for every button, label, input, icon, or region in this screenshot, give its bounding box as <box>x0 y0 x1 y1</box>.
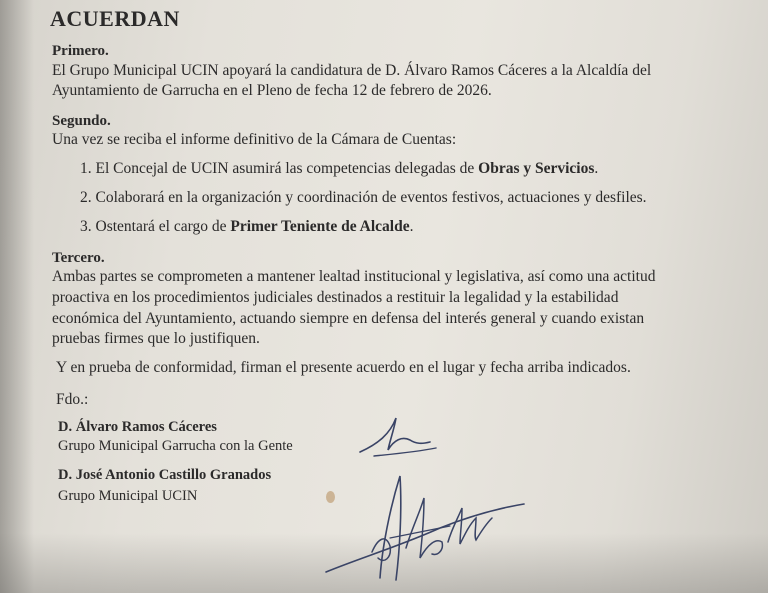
list-item-text: El Concejal de UCIN asumirá las competencias delegadas de <box>95 160 479 177</box>
signature-1 <box>350 410 450 465</box>
list-item-text: Colaborará en la organización y coordinación de eventos festivos, actuaciones y desfiles. <box>95 189 647 206</box>
tercero-line: económica del Ayuntamiento, actuando siempre en defensa del interés general y cuando existan <box>52 310 645 327</box>
conformidad-statement: Y en prueba de conformidad, firman el presente acuerdo en el lugar y fecha arriba indicados. <box>56 359 631 376</box>
tercero-line: pruebas firmes que lo justifiquen. <box>52 330 260 347</box>
section-primero-title: Primero. <box>52 43 109 59</box>
signature-2 <box>320 468 530 588</box>
list-item-tail: . <box>594 160 599 177</box>
list-item-number: 2. <box>80 189 92 206</box>
primero-line: Ayuntamiento de Garrucha en el Pleno de fecha 12 de febrero de 2026. <box>52 82 492 99</box>
list-item <box>80 160 598 178</box>
tercero-line: proactiva en los procedimientos judiciales destinados a restituir la legalidad y la estabilidad <box>52 289 619 306</box>
document-heading: ACUERDAN <box>50 6 180 31</box>
list-item-text: Ostentará el cargo de <box>95 218 231 235</box>
list-item-bold: Obras y Servicios <box>478 160 595 177</box>
signatory-name: D. José Antonio Castillo Granados <box>58 467 272 483</box>
list-item-number: 1. <box>80 160 92 177</box>
page-shadow-left <box>0 0 34 593</box>
tercero-line: Ambas partes se comprometen a mantener lealtad institucional y legislativa, así como una actitud <box>52 268 656 285</box>
primero-line: El Grupo Municipal UCIN apoyará la candidatura de D. Álvaro Ramos Cáceres a la Alcaldía del <box>52 62 652 79</box>
list-item <box>80 189 647 207</box>
list-item-bold: Primer Teniente de Alcalde <box>230 218 410 235</box>
section-segundo-title: Segundo. <box>52 113 111 129</box>
section-tercero-title: Tercero. <box>52 250 105 266</box>
fdo-label: Fdo.: <box>56 391 89 408</box>
list-item-tail: . <box>409 218 414 235</box>
list-item <box>80 218 413 236</box>
signatory-group: Grupo Municipal UCIN <box>58 488 198 504</box>
signatory-name: D. Álvaro Ramos Cáceres <box>58 419 217 435</box>
list-item-number: 3. <box>80 218 92 235</box>
segundo-intro: Una vez se reciba el informe definitivo de la Cámara de Cuentas: <box>52 131 457 148</box>
signatory-group: Grupo Municipal Garrucha con la Gente <box>58 438 293 454</box>
